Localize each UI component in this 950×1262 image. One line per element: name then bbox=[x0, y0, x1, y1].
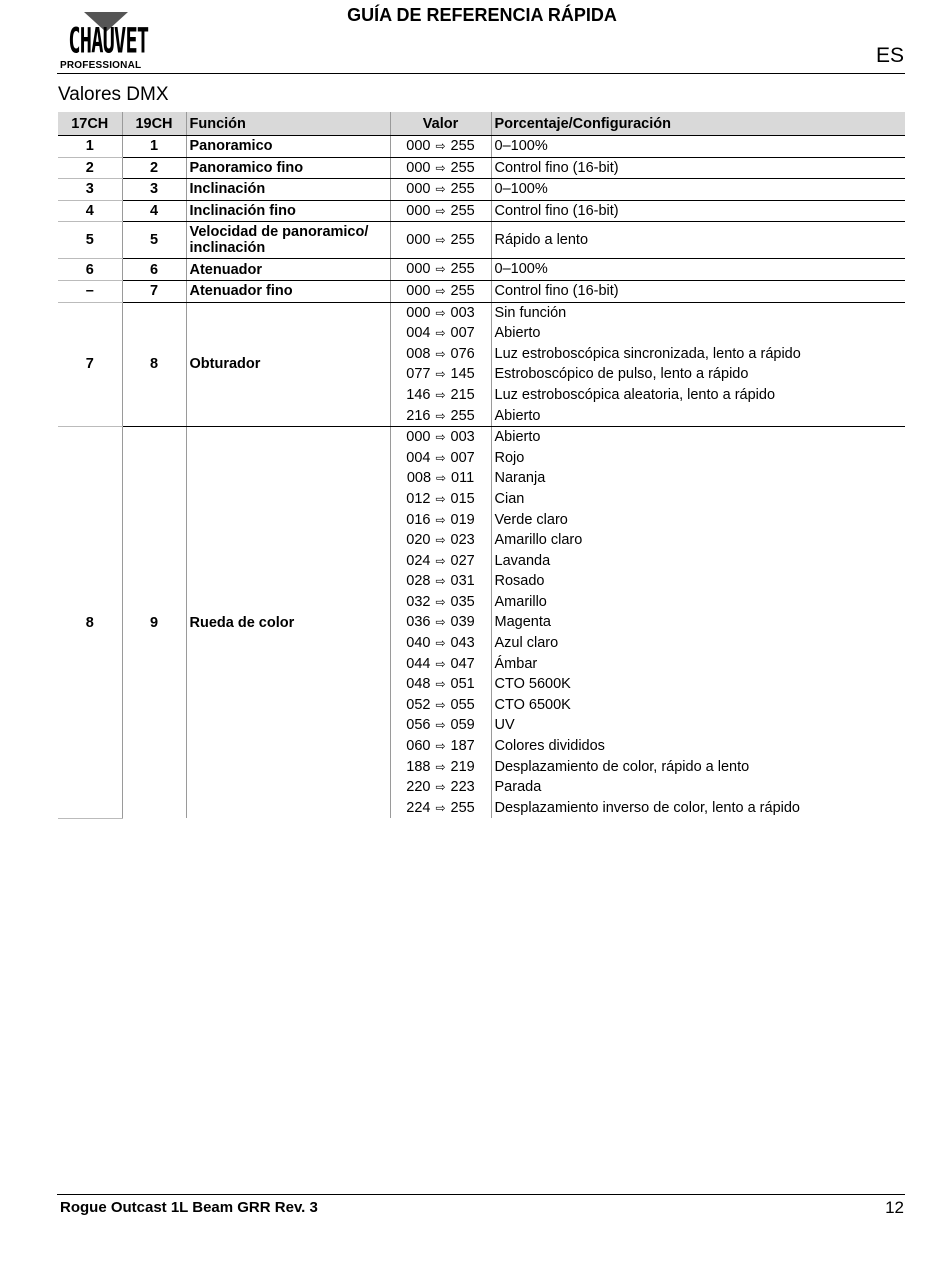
range-to: 145 bbox=[450, 366, 475, 383]
range-arrow-icon: ⇨ bbox=[435, 233, 446, 248]
range-from: 000 bbox=[406, 181, 431, 198]
range-from: 012 bbox=[406, 490, 431, 507]
value-range bbox=[394, 448, 488, 469]
value-range bbox=[394, 201, 488, 222]
setting-text: Sin función bbox=[494, 304, 567, 321]
value-range bbox=[394, 715, 488, 736]
table-row bbox=[58, 157, 905, 179]
table-header-row bbox=[58, 112, 905, 136]
range-from: 216 bbox=[406, 407, 431, 424]
range-arrow-icon: ⇨ bbox=[435, 553, 446, 568]
cell-value bbox=[390, 179, 491, 201]
range-arrow-icon: ⇨ bbox=[435, 512, 446, 527]
setting-text: UV bbox=[494, 717, 515, 734]
range-arrow-icon: ⇨ bbox=[435, 594, 446, 609]
value-range bbox=[394, 323, 488, 344]
range-from: 004 bbox=[406, 449, 431, 466]
range-from: 024 bbox=[406, 552, 431, 569]
cell-setting bbox=[491, 259, 905, 281]
value-range bbox=[394, 489, 488, 510]
value-range bbox=[394, 364, 488, 385]
cell-setting bbox=[491, 280, 905, 302]
col-setting: Porcentaje/Configuración bbox=[491, 112, 905, 136]
range-from: 000 bbox=[406, 232, 431, 249]
range-arrow-icon: ⇨ bbox=[435, 182, 446, 197]
dmx-table bbox=[58, 112, 905, 819]
value-range bbox=[394, 222, 488, 258]
range-arrow-icon: ⇨ bbox=[435, 430, 446, 445]
cell-value bbox=[390, 222, 491, 259]
range-arrow-icon: ⇨ bbox=[435, 367, 446, 382]
doc-title: GUÍA DE REFERENCIA RÁPIDA bbox=[347, 5, 617, 25]
cell-17ch: 2 bbox=[58, 157, 122, 179]
value-range bbox=[394, 551, 488, 572]
range-to: 255 bbox=[450, 232, 475, 249]
range-arrow-icon: ⇨ bbox=[435, 387, 446, 402]
cell-value bbox=[390, 259, 491, 281]
range-arrow-icon: ⇨ bbox=[435, 450, 446, 465]
value-range bbox=[394, 571, 488, 592]
cell-setting bbox=[491, 302, 905, 427]
footer-page-number: 12 bbox=[885, 1198, 904, 1217]
range-arrow-icon: ⇨ bbox=[435, 305, 446, 320]
range-from: 044 bbox=[406, 655, 431, 672]
setting-text: Parada bbox=[494, 779, 542, 796]
range-arrow-icon: ⇨ bbox=[435, 408, 446, 423]
range-to: 219 bbox=[450, 758, 475, 775]
language-code: ES bbox=[875, 44, 904, 67]
setting-text: Lavanda bbox=[494, 552, 551, 569]
cell-17ch: 3 bbox=[58, 179, 122, 201]
setting-text: Control fino (16-bit) bbox=[494, 202, 619, 219]
table-row bbox=[58, 280, 905, 302]
setting-text: Ámbar bbox=[494, 655, 538, 672]
range-arrow-icon: ⇨ bbox=[435, 533, 446, 548]
range-to: 007 bbox=[450, 449, 475, 466]
setting-text: Desplazamiento inverso de color, lento a rápido bbox=[494, 799, 800, 816]
cell-setting bbox=[491, 136, 905, 158]
range-to: 255 bbox=[450, 202, 475, 219]
cell-value bbox=[390, 157, 491, 179]
setting-text: Abierto bbox=[494, 429, 541, 446]
value-range bbox=[394, 385, 488, 406]
range-arrow-icon: ⇨ bbox=[435, 677, 446, 692]
value-range bbox=[394, 674, 488, 695]
cell-19ch: 1 bbox=[122, 136, 186, 158]
setting-text: 0–100% bbox=[494, 261, 548, 278]
range-from: 060 bbox=[406, 738, 431, 755]
range-arrow-icon: ⇨ bbox=[435, 160, 446, 175]
range-to: 027 bbox=[450, 552, 475, 569]
cell-17ch: 4 bbox=[58, 200, 122, 222]
range-arrow-icon: ⇨ bbox=[435, 780, 446, 795]
setting-text: Amarillo bbox=[494, 593, 547, 610]
range-arrow-icon: ⇨ bbox=[435, 203, 446, 218]
cell-value bbox=[390, 302, 491, 427]
range-to: 059 bbox=[450, 717, 475, 734]
range-to: 255 bbox=[450, 407, 475, 424]
table-row bbox=[58, 179, 905, 201]
cell-function: Panoramico fino bbox=[186, 157, 390, 179]
cell-setting bbox=[491, 179, 905, 201]
cell-17ch: 8 bbox=[58, 427, 122, 819]
range-to: 031 bbox=[450, 573, 475, 590]
range-to: 076 bbox=[450, 345, 475, 362]
cell-function: Atenuador fino bbox=[186, 280, 390, 302]
setting-text: Luz estroboscópica sincronizada, lento a rápido bbox=[494, 345, 801, 362]
col-value: Valor bbox=[390, 112, 491, 136]
value-range bbox=[394, 303, 488, 324]
range-arrow-icon: ⇨ bbox=[435, 739, 446, 754]
range-to: 051 bbox=[450, 676, 475, 693]
range-from: 040 bbox=[406, 635, 431, 652]
value-range bbox=[394, 179, 488, 200]
cell-19ch: 9 bbox=[122, 427, 186, 819]
value-range bbox=[394, 406, 488, 427]
range-from: 016 bbox=[406, 511, 431, 528]
range-to: 003 bbox=[450, 429, 475, 446]
range-arrow-icon: ⇨ bbox=[435, 283, 446, 298]
range-from: 146 bbox=[406, 386, 431, 403]
cell-17ch: 5 bbox=[58, 222, 122, 259]
cell-function: Panoramico bbox=[186, 136, 390, 158]
cell-17ch: – bbox=[58, 280, 122, 302]
cell-setting bbox=[491, 222, 905, 259]
range-arrow-icon: ⇨ bbox=[435, 718, 446, 733]
value-range bbox=[394, 654, 488, 675]
range-to: 019 bbox=[450, 511, 475, 528]
cell-17ch: 6 bbox=[58, 259, 122, 281]
setting-text: Rojo bbox=[494, 449, 525, 466]
cell-setting bbox=[491, 157, 905, 179]
value-range bbox=[394, 281, 488, 302]
cell-17ch: 1 bbox=[58, 136, 122, 158]
cell-setting bbox=[491, 427, 905, 819]
cell-19ch: 8 bbox=[122, 302, 186, 427]
range-to: 255 bbox=[450, 799, 475, 816]
header-rule bbox=[57, 73, 905, 74]
table-row bbox=[58, 302, 905, 427]
cell-function: Obturador bbox=[186, 302, 390, 427]
value-range bbox=[394, 344, 488, 365]
setting-text: 0–100% bbox=[494, 138, 548, 154]
table-row bbox=[58, 200, 905, 222]
logo-sub: PROFESSIONAL bbox=[60, 60, 142, 71]
range-arrow-icon: ⇨ bbox=[435, 656, 446, 671]
range-from: 048 bbox=[406, 676, 431, 693]
col-function: Función bbox=[186, 112, 390, 136]
range-arrow-icon: ⇨ bbox=[435, 262, 446, 277]
setting-text: Cian bbox=[494, 490, 525, 507]
range-to: 055 bbox=[450, 696, 475, 713]
cell-function: Rueda de color bbox=[186, 427, 390, 819]
cell-19ch: 4 bbox=[122, 200, 186, 222]
value-range bbox=[394, 612, 488, 633]
range-arrow-icon: ⇨ bbox=[435, 636, 446, 651]
range-from: 056 bbox=[406, 717, 431, 734]
range-arrow-icon: ⇨ bbox=[435, 139, 446, 153]
value-range bbox=[394, 633, 488, 654]
range-from: 220 bbox=[406, 779, 431, 796]
value-range bbox=[394, 510, 488, 531]
range-from: 052 bbox=[406, 696, 431, 713]
range-from: 028 bbox=[406, 573, 431, 590]
value-range bbox=[394, 695, 488, 716]
range-arrow-icon: ⇨ bbox=[435, 326, 446, 341]
cell-function: Velocidad de panoramico/ inclinación bbox=[186, 222, 390, 259]
range-from: 004 bbox=[406, 325, 431, 342]
value-range bbox=[394, 427, 488, 448]
section-title: Valores DMX bbox=[58, 84, 169, 105]
range-to: 255 bbox=[450, 181, 475, 198]
value-range bbox=[394, 136, 488, 157]
table-row bbox=[58, 222, 905, 259]
setting-text: CTO 6500K bbox=[494, 696, 571, 713]
table-body bbox=[58, 136, 905, 819]
range-from: 000 bbox=[406, 429, 431, 446]
setting-text: Azul claro bbox=[494, 635, 559, 652]
logo-brand: CHAUVET bbox=[68, 21, 149, 62]
range-from: 000 bbox=[406, 261, 431, 278]
range-to: 255 bbox=[450, 261, 475, 278]
cell-setting bbox=[491, 200, 905, 222]
setting-text: Magenta bbox=[494, 614, 551, 631]
table-row bbox=[58, 427, 905, 819]
range-arrow-icon: ⇨ bbox=[435, 574, 446, 589]
range-from: 020 bbox=[406, 532, 431, 549]
range-from: 000 bbox=[406, 282, 431, 299]
value-range bbox=[394, 530, 488, 551]
footer-doc-name: Rogue Outcast 1L Beam GRR Rev. 3 bbox=[60, 1199, 318, 1216]
value-range bbox=[394, 777, 488, 798]
setting-text: Rápido a lento bbox=[494, 232, 589, 249]
range-arrow-icon: ⇨ bbox=[435, 346, 446, 361]
setting-text: Naranja bbox=[494, 470, 546, 487]
value-range bbox=[394, 736, 488, 757]
range-to: 007 bbox=[450, 325, 475, 342]
value-range bbox=[394, 757, 488, 778]
cell-value bbox=[390, 136, 491, 158]
range-to: 015 bbox=[450, 490, 475, 507]
range-to: 187 bbox=[450, 738, 475, 755]
setting-text: CTO 5600K bbox=[494, 676, 571, 693]
col-17ch: 17CH bbox=[58, 112, 122, 136]
table-row bbox=[58, 136, 905, 158]
range-to: 255 bbox=[450, 138, 475, 154]
setting-text: Estroboscópico de pulso, lento a rápido bbox=[494, 366, 749, 383]
value-range bbox=[394, 798, 488, 819]
range-arrow-icon: ⇨ bbox=[436, 471, 447, 486]
value-range bbox=[394, 158, 488, 179]
value-range bbox=[394, 592, 488, 613]
range-to: 047 bbox=[450, 655, 475, 672]
setting-text: Desplazamiento de color, rápido a lento bbox=[494, 758, 750, 775]
value-range bbox=[394, 259, 488, 280]
setting-text: Rosado bbox=[494, 573, 545, 590]
range-to: 255 bbox=[450, 282, 475, 299]
setting-text: Control fino (16-bit) bbox=[494, 159, 619, 176]
setting-text: Verde claro bbox=[494, 511, 568, 528]
table-row bbox=[58, 259, 905, 281]
range-from: 000 bbox=[406, 138, 431, 154]
cell-value bbox=[390, 427, 491, 819]
range-from: 224 bbox=[406, 799, 431, 816]
range-to: 223 bbox=[450, 779, 475, 796]
setting-text: Luz estroboscópica aleatoria, lento a rápido bbox=[494, 386, 776, 403]
footer-rule bbox=[57, 1194, 905, 1195]
cell-value bbox=[390, 280, 491, 302]
cell-19ch: 3 bbox=[122, 179, 186, 201]
setting-text: Control fino (16-bit) bbox=[494, 282, 619, 299]
range-to: 215 bbox=[450, 386, 475, 403]
range-from: 000 bbox=[406, 202, 431, 219]
range-to: 039 bbox=[450, 614, 475, 631]
cell-17ch: 7 bbox=[58, 302, 122, 427]
range-arrow-icon: ⇨ bbox=[435, 491, 446, 506]
range-from: 036 bbox=[406, 614, 431, 631]
cell-value bbox=[390, 200, 491, 222]
range-to: 035 bbox=[450, 593, 475, 610]
range-arrow-icon: ⇨ bbox=[435, 800, 446, 815]
setting-text: Abierto bbox=[494, 325, 541, 342]
range-to: 011 bbox=[451, 470, 475, 487]
range-from: 000 bbox=[406, 304, 431, 321]
range-to: 023 bbox=[450, 532, 475, 549]
range-to: 043 bbox=[450, 635, 475, 652]
range-from: 000 bbox=[406, 159, 431, 176]
cell-19ch: 5 bbox=[122, 222, 186, 259]
range-arrow-icon: ⇨ bbox=[435, 759, 446, 774]
setting-text: 0–100% bbox=[494, 181, 548, 198]
range-from: 008 bbox=[406, 345, 431, 362]
range-from: 008 bbox=[406, 470, 432, 487]
range-arrow-icon: ⇨ bbox=[435, 697, 446, 712]
cell-19ch: 6 bbox=[122, 259, 186, 281]
range-from: 077 bbox=[406, 366, 431, 383]
setting-text: Amarillo claro bbox=[494, 532, 583, 549]
setting-text: Colores divididos bbox=[494, 738, 605, 755]
cell-function: Inclinación bbox=[186, 179, 390, 201]
setting-text: Abierto bbox=[494, 407, 541, 424]
cell-function: Inclinación fino bbox=[186, 200, 390, 222]
cell-function: Atenuador bbox=[186, 259, 390, 281]
col-19ch: 19CH bbox=[122, 112, 186, 136]
value-range bbox=[394, 468, 488, 489]
cell-19ch: 2 bbox=[122, 157, 186, 179]
cell-19ch: 7 bbox=[122, 280, 186, 302]
range-to: 255 bbox=[450, 159, 475, 176]
range-to: 003 bbox=[450, 304, 475, 321]
range-from: 188 bbox=[406, 758, 431, 775]
range-arrow-icon: ⇨ bbox=[435, 615, 446, 630]
range-from: 032 bbox=[406, 593, 431, 610]
